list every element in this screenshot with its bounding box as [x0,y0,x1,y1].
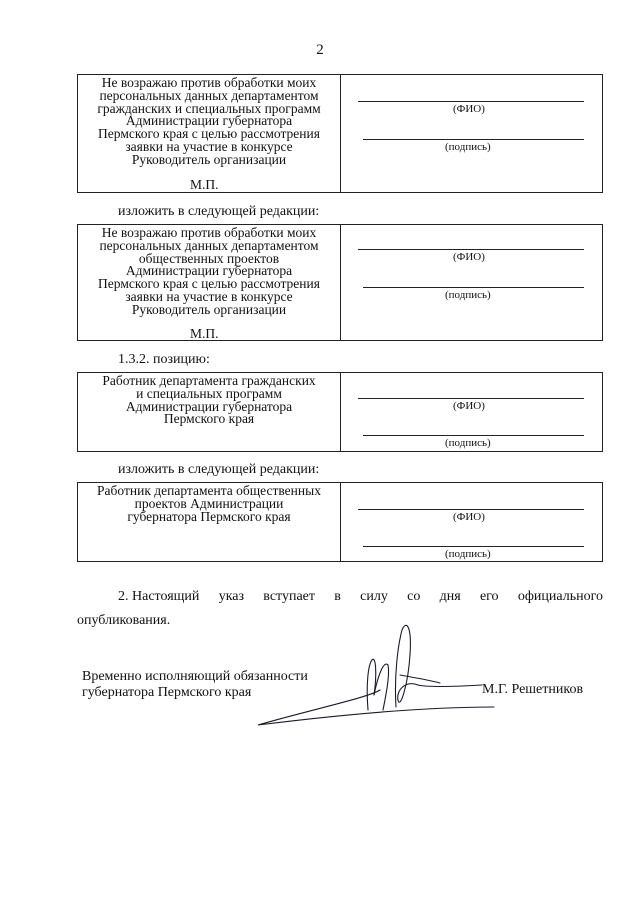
text-line: Администрации губернатора [125,398,293,414]
consent-table-new [77,224,603,341]
signer-name: М.Г. Решетников [482,682,584,697]
text-line: Пермского края с целью рассмотрения [98,126,320,142]
decree-word: официального [517,589,603,604]
signature-line [363,287,584,288]
stamp-place-label: М.П. [190,326,219,341]
text-line: Не возражаю против обработки моих [101,75,317,90]
decree-line-1 [77,585,603,609]
table-divider [340,75,341,192]
text-line: персональных данных департаментом [99,87,319,103]
decree-word: 2. Настоящий [118,589,200,604]
intro-text: изложить в следующей редакции: [118,462,320,477]
position-line: губернатора Пермского края [82,684,252,700]
decree-word: силу [360,589,388,604]
text-line: Не возражаю против обработки моих [101,225,317,240]
consent-table-old [77,74,603,193]
fio-line [358,509,584,510]
employee-table-new [77,482,603,562]
decree-word: в [334,589,341,604]
position-heading: 1.3.2. позицию: [118,352,210,367]
fio-caption: (ФИО) [453,103,485,115]
signature-line [363,435,584,436]
text-line: губернатора Пермского края [127,508,291,524]
signature-caption: (подпись) [445,437,491,449]
decree-word: вступает [263,589,316,604]
text-line: заявки на участие в конкурсе [125,138,293,154]
signature-line [363,546,584,547]
decree-word: указ [218,589,245,604]
text-line: Пермского края с целью рассмотрения [98,276,320,292]
handwritten-signature [250,615,500,730]
decree-line-2: опубликования. [77,613,171,628]
text-line: общественных проектов [138,250,280,266]
text-line: проектов Администрации [134,495,284,511]
decree-word: со [407,589,421,604]
consent-text [78,77,340,167]
signature-caption: (подпись) [445,141,491,153]
text-line: Работник департамента общественных [97,483,321,498]
employee-text [78,485,340,523]
decree-word: его [479,589,499,604]
text-line: Администрации губернатора [125,113,293,129]
signature-line [363,139,584,140]
text-line: персональных данных департаментом [99,237,319,253]
intro-text: изложить в следующей редакции: [118,204,320,219]
table-divider [340,225,341,340]
stamp-place-label: М.П. [190,177,219,192]
signature-caption: (подпись) [445,548,491,560]
employee-text [78,375,340,426]
fio-line [358,101,584,102]
fio-line [358,398,584,399]
text-line: и специальных программ [136,385,282,401]
fio-caption: (ФИО) [453,511,485,523]
decree-word: дня [439,589,461,604]
text-line: Администрации губернатора [125,263,293,279]
text-line: Работник департамента гражданских [102,373,316,388]
position-line: Временно исполняющий обязанности [82,669,308,684]
signature-caption: (подпись) [445,289,491,301]
page-number: 2 [316,42,324,58]
fio-caption: (ФИО) [453,251,485,263]
employee-table-old [77,372,603,452]
consent-text [78,227,340,317]
fio-line [358,249,584,250]
table-divider [340,483,341,561]
text-line: Руководитель организации [131,301,287,317]
text-line: Пермского края [163,411,255,427]
fio-caption: (ФИО) [453,400,485,412]
text-line: гражданских и специальных программ [97,100,321,116]
text-line: заявки на участие в конкурсе [125,288,293,304]
table-divider [340,373,341,451]
text-line: Руководитель организации [131,151,287,167]
